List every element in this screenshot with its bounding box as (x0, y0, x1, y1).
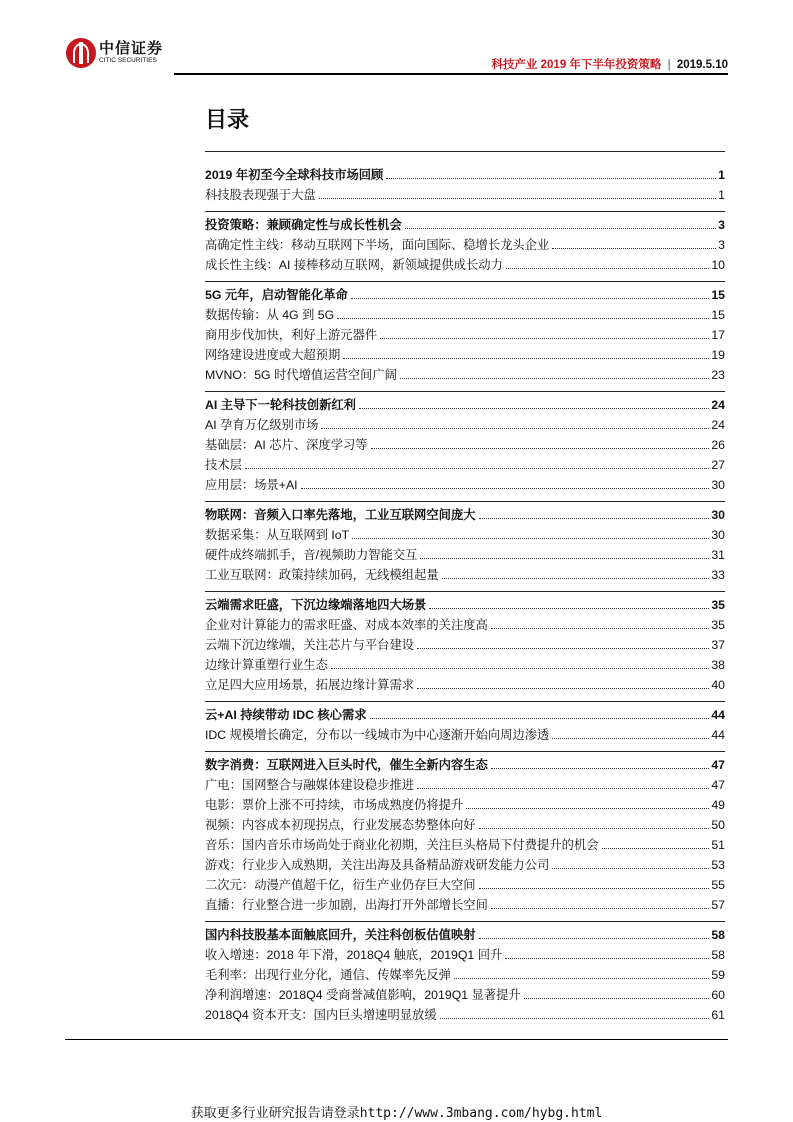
dot-leader (371, 448, 710, 449)
header-separator: | (667, 59, 671, 71)
dot-leader (552, 868, 709, 869)
toc-entry-title: 5G 元年，启动智能化革命 (205, 288, 348, 302)
report-title: 科技产业 2019 年下半年投资策略 (491, 59, 662, 71)
toc-section-heading[interactable] (205, 215, 725, 235)
toc-section-heading[interactable] (205, 505, 725, 525)
dot-leader (331, 668, 709, 669)
toc-page-number: 3 (718, 238, 725, 252)
toc-entry-title: 硬件成终端抓手，音/视频助力智能交互 (205, 548, 418, 562)
dot-leader (337, 318, 709, 319)
toc-entry-title: 音乐：国内音乐市场尚处于商业化初期，关注巨头格局下付费提升的机会 (205, 838, 599, 852)
logo-cn: 中信证券 (99, 40, 164, 58)
dot-leader (319, 198, 716, 199)
toc-section-heading[interactable] (205, 395, 725, 415)
toc-page-number: 1 (718, 168, 725, 182)
toc-entry[interactable] (205, 455, 725, 475)
footer-url[interactable]: http://www.3mbang.com/hybg.html (359, 1106, 603, 1121)
toc-page-number: 24 (711, 418, 725, 432)
toc-entry[interactable] (205, 875, 725, 895)
toc-entry[interactable] (205, 775, 725, 795)
toc-page-number: 37 (711, 638, 725, 652)
header-rule (174, 73, 728, 75)
toc-entry-title: AI 主导下一轮科技创新红利 (205, 398, 356, 412)
toc-page-number: 38 (711, 658, 725, 672)
toc-page-number: 47 (711, 778, 725, 792)
toc-page-number: 59 (711, 968, 725, 982)
report-header (491, 56, 728, 72)
toc-page-number: 40 (711, 678, 725, 692)
toc-page-number: 30 (711, 528, 725, 542)
toc-entry-title: 二次元：动漫产值超千亿，衍生产业仍存巨大空间 (205, 878, 476, 892)
dot-leader (602, 848, 710, 849)
toc-entry-title: 直播：行业整合进一步加剧，出海打开外部增长空间 (205, 898, 488, 912)
footer-rule (65, 1039, 728, 1040)
toc-page-number: 3 (718, 218, 725, 232)
toc-section (205, 501, 725, 585)
toc-section (205, 701, 725, 745)
toc-entry[interactable] (205, 835, 725, 855)
dot-leader (301, 488, 710, 489)
toc-page-number: 50 (711, 818, 725, 832)
citic-logo (66, 38, 163, 68)
toc-section-heading[interactable] (205, 165, 725, 185)
toc-entry[interactable] (205, 415, 725, 435)
dot-leader (370, 718, 710, 719)
toc-entry-title: IDC 规模增长确定，分布以一线城市为中心逐渐开始向周边渗透 (205, 728, 550, 742)
toc-entry-title: 数字消费：互联网进入巨头时代，催生全新内容生态 (205, 758, 488, 772)
toc-page-number: 27 (711, 458, 725, 472)
toc-page-number: 10 (711, 258, 725, 272)
dot-leader (479, 888, 710, 889)
toc-page-number: 47 (711, 758, 725, 772)
toc-section (205, 591, 725, 695)
toc-entry[interactable] (205, 345, 725, 365)
toc-page-number: 19 (711, 348, 725, 362)
toc-entry-title: 科技股表现强于大盘 (205, 188, 316, 202)
toc-section (205, 151, 725, 205)
toc-entry-title: 云端下沉边缘端，关注芯片与平台建设 (205, 638, 415, 652)
toc-entry[interactable] (205, 185, 725, 205)
toc-entry[interactable] (205, 945, 725, 965)
toc-entry[interactable] (205, 725, 725, 745)
toc-page-number: 35 (711, 618, 725, 632)
toc-entry[interactable] (205, 795, 725, 815)
toc-page-number: 44 (711, 708, 725, 722)
toc-page-number: 17 (711, 328, 725, 342)
dot-leader (466, 808, 709, 809)
toc-page-number: 60 (711, 988, 725, 1002)
dot-leader (321, 428, 709, 429)
toc-page-number: 1 (718, 188, 725, 202)
dot-leader (479, 828, 710, 829)
toc-entry-title: 商用步伐加快，利好上游元器件 (205, 328, 378, 342)
toc-entry-title: 2018Q4 资本开支：国内巨头增速明显放缓 (205, 1008, 437, 1022)
dot-leader (552, 738, 709, 739)
toc-section-heading[interactable] (205, 925, 725, 945)
toc-page-number: 55 (711, 878, 725, 892)
footer (0, 1102, 793, 1121)
toc-entry[interactable] (205, 545, 725, 565)
toc-entry[interactable] (205, 1005, 725, 1025)
toc-entry-title: 净利润增速：2018Q4 受商誉减值影响，2019Q1 显著提升 (205, 988, 521, 1002)
toc-entry[interactable] (205, 435, 725, 455)
toc-page-number: 24 (711, 398, 725, 412)
toc-entry-title: 投资策略：兼顾确定性与成长性机会 (205, 218, 402, 232)
dot-leader (359, 408, 709, 409)
dot-leader (442, 578, 710, 579)
toc-entry-title: 收入增速：2018 年下滑，2018Q4 触底，2019Q1 回升 (205, 948, 503, 962)
dot-leader (479, 938, 710, 939)
toc-page-number: 58 (711, 928, 725, 942)
dot-leader (417, 788, 709, 789)
dot-leader (491, 768, 709, 769)
toc-page-number: 30 (711, 478, 725, 492)
toc-entry[interactable] (205, 475, 725, 495)
dot-leader (386, 178, 716, 179)
toc-section-heading[interactable] (205, 285, 725, 305)
dot-leader (429, 608, 709, 609)
toc-page-number: 33 (711, 568, 725, 582)
footer-text: 获取更多行业研究报告请登录 (190, 1105, 360, 1120)
toc-entry-title: 技术层 (205, 458, 242, 472)
toc-entry[interactable] (205, 895, 725, 915)
toc-entry-title: AI 孕育万亿级别市场 (205, 418, 319, 432)
toc-entry[interactable] (205, 325, 725, 345)
toc-entry-title: 云+AI 持续带动 IDC 核心需求 (205, 708, 367, 722)
dot-leader (440, 1018, 710, 1019)
report-date: 2019.5.10 (676, 59, 728, 71)
toc-entry[interactable] (205, 235, 725, 255)
toc-page-number: 53 (711, 858, 725, 872)
toc-entry-title: 高确定性主线：移动互联网下半场，面向国际、稳增长龙头企业 (205, 238, 550, 252)
toc-entry[interactable] (205, 675, 725, 695)
dot-leader (552, 248, 716, 249)
toc-entry-title: 工业互联网：政策持续加码，无线模组起量 (205, 568, 439, 582)
toc-page-number: 49 (711, 798, 725, 812)
dot-leader (524, 998, 710, 999)
dot-leader (417, 648, 709, 649)
toc-entry-title: 企业对计算能力的需求旺盛、对成本效率的关注度高 (205, 618, 488, 632)
toc-entry[interactable] (205, 985, 725, 1005)
dot-leader (479, 518, 710, 519)
toc-page-number: 15 (711, 308, 725, 322)
logo-en: CITIC SECURITIES (99, 57, 157, 65)
toc-page-number: 15 (711, 288, 725, 302)
dot-leader (380, 338, 709, 339)
toc-entry-title: 数据传输：从 4G 到 5G (205, 308, 335, 322)
toc-entry[interactable] (205, 615, 725, 635)
dot-leader (420, 558, 709, 559)
toc-entry-title: 立足四大应用场景，拓展边缘计算需求 (205, 678, 415, 692)
citic-logo-mark-icon (66, 38, 96, 68)
dot-leader (405, 228, 716, 229)
toc-section (205, 391, 725, 495)
toc-entry[interactable] (205, 305, 725, 325)
toc-entry[interactable] (205, 565, 725, 585)
dot-leader (245, 468, 709, 469)
toc-entry-title: 应用层：场景+AI (205, 478, 298, 492)
toc-page-number: 44 (711, 728, 725, 742)
toc-page-number: 51 (711, 838, 725, 852)
toc-page-number: 23 (711, 368, 725, 382)
table-of-contents (205, 151, 725, 1025)
toc-entry-title: 网络建设进度或大超预期 (205, 348, 341, 362)
dot-leader (506, 268, 709, 269)
toc-section-heading[interactable] (205, 755, 725, 775)
toc-entry-title: 广电：国网整合与融媒体建设稳步推进 (205, 778, 415, 792)
toc-entry-title: 基础层：AI 芯片、深度学习等 (205, 438, 368, 452)
toc-entry[interactable] (205, 525, 725, 545)
toc-entry[interactable] (205, 815, 725, 835)
toc-entry-title: 游戏：行业步入成熟期，关注出海及具备精品游戏研发能力公司 (205, 858, 550, 872)
dot-leader (491, 628, 709, 629)
toc-entry[interactable] (205, 365, 725, 385)
toc-entry-title: 电影：票价上涨不可持续，市场成熟度仍将提升 (205, 798, 464, 812)
dot-leader (352, 538, 709, 539)
toc-entry[interactable] (205, 965, 725, 985)
dot-leader (343, 358, 709, 359)
toc-entry[interactable] (205, 655, 725, 675)
toc-entry-title: 物联网：音频入口率先落地，工业互联网空间庞大 (205, 508, 476, 522)
toc-entry[interactable] (205, 255, 725, 275)
dot-leader (454, 978, 709, 979)
toc-page-number: 30 (711, 508, 725, 522)
dot-leader (400, 378, 709, 379)
toc-page-number: 35 (711, 598, 725, 612)
toc-entry[interactable] (205, 635, 725, 655)
dot-leader (351, 298, 710, 299)
page-title: 目录 (205, 107, 250, 132)
toc-section (205, 281, 725, 385)
toc-entry-title: MVNO：5G 时代增值运营空间广阔 (205, 368, 397, 382)
toc-page-number: 26 (711, 438, 725, 452)
toc-entry[interactable] (205, 855, 725, 875)
toc-section (205, 921, 725, 1025)
toc-section (205, 211, 725, 275)
toc-page-number: 31 (711, 548, 725, 562)
dot-leader (505, 958, 709, 959)
toc-section-heading[interactable] (205, 595, 725, 615)
toc-entry-title: 视频：内容成本初现拐点，行业发展态势整体向好 (205, 818, 476, 832)
toc-entry-title: 云端需求旺盛，下沉边缘端落地四大场景 (205, 598, 427, 612)
toc-entry-title: 成长性主线：AI 接棒移动互联网，新领域提供成长动力 (205, 258, 503, 272)
toc-section (205, 751, 725, 915)
toc-page-number: 57 (711, 898, 725, 912)
toc-page-number: 58 (711, 948, 725, 962)
toc-page-number: 61 (711, 1008, 725, 1022)
dot-leader (417, 688, 709, 689)
toc-entry-title: 2019 年初至今全球科技市场回顾 (205, 168, 384, 182)
toc-entry-title: 毛利率：出现行业分化，通信、传媒率先反弹 (205, 968, 451, 982)
toc-entry-title: 边缘计算重塑行业生态 (205, 658, 328, 672)
toc-entry-title: 数据采集：从互联网到 IoT (205, 528, 350, 542)
toc-entry-title: 国内科技股基本面触底回升，关注科创板估值映射 (205, 928, 476, 942)
toc-section-heading[interactable] (205, 705, 725, 725)
dot-leader (491, 908, 709, 909)
